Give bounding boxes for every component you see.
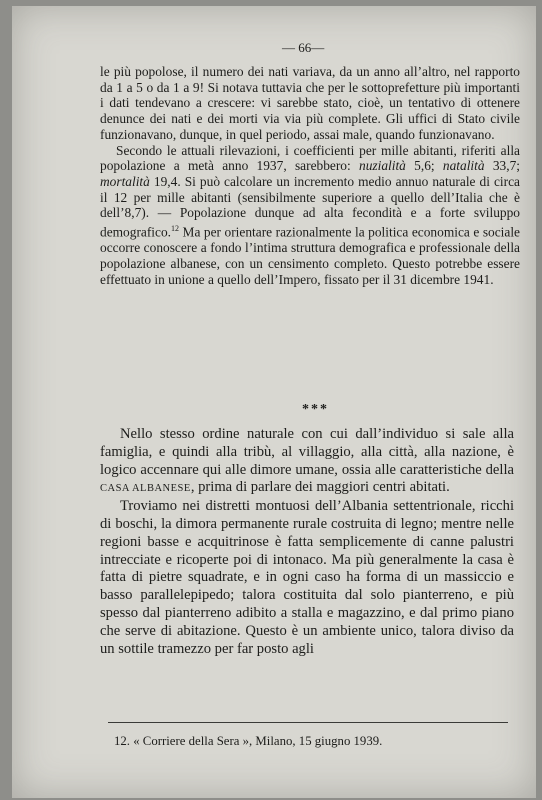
- section-1: [100, 64, 520, 287]
- smallcaps-term: CASA ALBANESE: [100, 483, 191, 495]
- paragraph: [100, 426, 514, 498]
- paragraph-text: 19,4. Si può calcolare un incremento medio annuo naturale di circa il 12 per mille abitanti (sensibilmente superiore a quello dell’Italia che è dell’8,7). — Popolazione dunque ad alta fecondità e a forte sviluppo demografico.: [100, 173, 520, 240]
- paragraph-text: , prima di parlare dei maggiori centri abitati.: [190, 479, 450, 496]
- paragraph: Troviamo nei distretti montuosi dell’Albania settentrionale, ricchi di boschi, la dimora permanente rurale costruita di legno; mentre nelle regioni basse e acquitrinose è fatta semplicemente di canne palustri intrecciate e ricoperte poi di intonaco. Ma più generalmente la casa è fatta di pietre squadrate, e in ogni caso ha forma di un massiccio e basso parallelepipedo; talora costituita dal solo pianterreno, e più spesso dal pianterreno adibito a stalla e magazzino, e dal primo piano che serve di abitazione. Questo è un ambiente unico, talora diviso da un sottile tramezzo per far posto agli: [100, 498, 514, 657]
- section-separator: ***: [302, 402, 329, 417]
- book-page: [12, 6, 536, 798]
- nuzialita-value: 5,6;: [405, 158, 443, 174]
- section-2: [100, 426, 514, 658]
- footnote-divider: [108, 722, 508, 723]
- natalita-label: natalità: [442, 158, 485, 174]
- mortalita-label: mortalità: [100, 173, 150, 189]
- paragraph: le più popolose, il numero dei nati variava, da un anno all’altro, nel rapporto da 1 a 5 o da 1 a 9! Si notava tuttavia che per le sottoprefetture più importanti i dati tendevano a crescere: vi sarebbe stato, cioè, un tentativo di ottenere denunce dei nati e dei morti via via più complete. Gli uffici di Stato civile funzionavano, dunque, in quel periodo, assai male, quando funzionavano.: [100, 64, 520, 142]
- footnote-ref: 12: [171, 224, 180, 234]
- paragraph: [100, 143, 520, 288]
- footnote: 12. « Corriere della Sera », Milano, 15 giugno 1939.: [114, 734, 383, 748]
- paragraph-text: Secondo le attuali rilevazioni, i coefficienti per mille abitanti, riferiti alla popolazione a metà anno 1937, sarebbero:: [100, 142, 520, 174]
- paragraph-text: Ma per orientare razionalmente la politica economica e sociale occorre conoscere a fondo l’intima struttura demografica e professionale della popolazione albanese, con un censimento completo. Questo potrebbe essere effettuato in unione a quello dell’Impero, fissato per il 31 dicembre 1941.: [100, 224, 520, 287]
- nuzialita-label: nuzialità: [359, 158, 406, 174]
- natalita-value: 33,7;: [484, 158, 520, 174]
- paragraph-text: Nello stesso ordine naturale con cui dall’individuo si sale alla famiglia, e quindi alla tribù, al villaggio, alla città, alla nazione, è logico accennare qui alle dimore umane, ossia alle caratteristiche della: [100, 426, 514, 478]
- page-number: — 66—: [282, 40, 325, 55]
